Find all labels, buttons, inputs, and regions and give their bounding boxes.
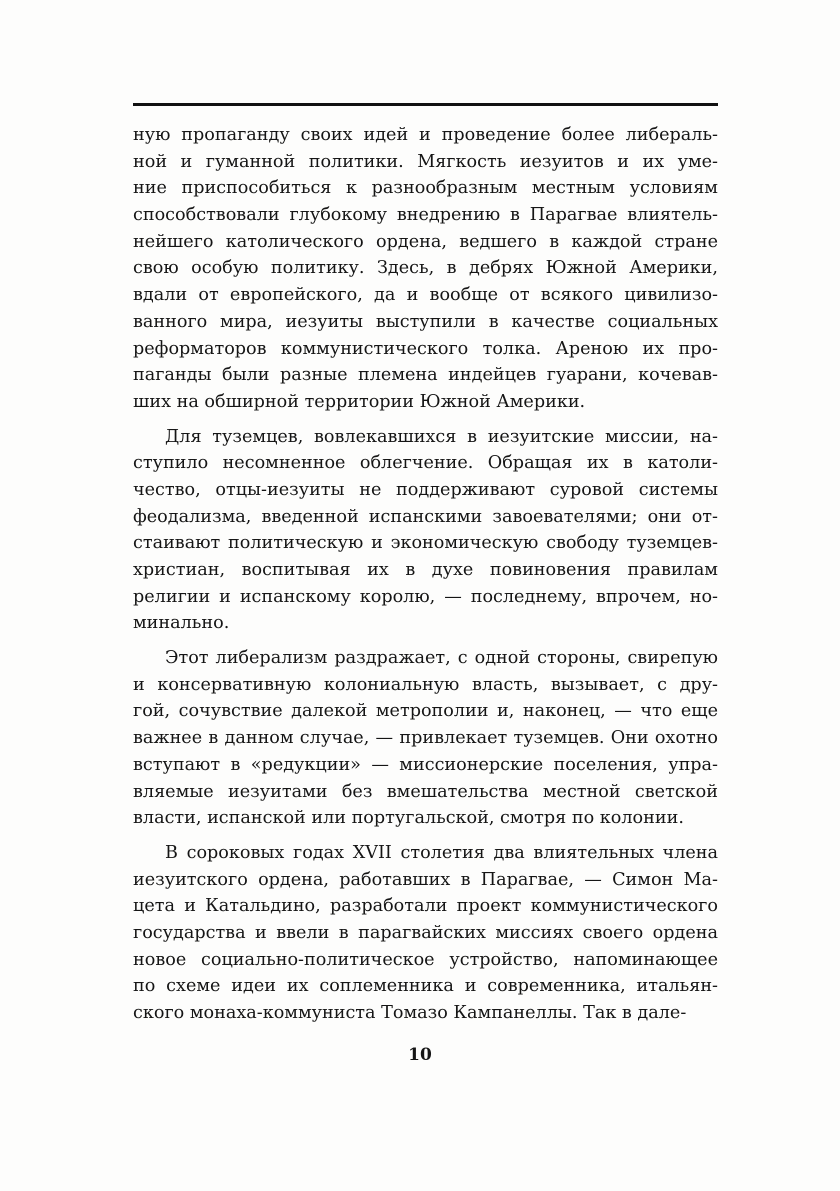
text-line: стаивают политическую и экономическую свободу туземцев-: [133, 533, 718, 554]
text-line: ной и гуманной политики. Мягкость иезуитов и их уме-: [133, 151, 718, 172]
text-line: вляемые иезуитами без вмешательства местной светской: [133, 781, 718, 802]
header-rule: [133, 103, 718, 106]
text-line: Этот либерализм раздражает, с одной стороны, свирепую: [165, 648, 718, 669]
paragraph: [133, 122, 718, 416]
text-line: В сороковых годах XVII столетия два влиятельных члена: [165, 842, 718, 863]
text-line: ванного мира, иезуиты выступили в качестве социальных: [133, 311, 718, 332]
text-line: ших на обширной территории Южной Америки.: [133, 391, 586, 412]
text-line: способствовали глубокому внедрению в Парагвае влиятель-: [133, 205, 718, 226]
text-line: ную пропаганду своих идей и проведение более либераль-: [133, 125, 718, 145]
body-text: [133, 122, 718, 1027]
text-line: и консервативную колониальную власть, вызывает, с дру-: [133, 674, 718, 695]
text-line: религии и испанскому королю, — последнему, впрочем, но-: [133, 586, 718, 607]
text-line: иезуитского ордена, работавших в Парагвае, — Симон Ма-: [133, 869, 718, 890]
paragraph: [133, 645, 718, 832]
text-line: важнее в данном случае, — привлекает туземцев. Они охотно: [133, 728, 718, 749]
paragraph: [133, 840, 718, 1027]
text-line: чество, отцы-иезуиты не поддерживают суровой системы: [133, 479, 718, 500]
text-line: христиан, воспитывая их в духе повиновения правилам: [133, 560, 718, 580]
text-line: реформаторов коммунистического толка. Ареною их про-: [133, 338, 718, 359]
text-line: вступают в «редукции» — миссионерские поселения, упра-: [133, 754, 718, 775]
text-line: паганды были разные племена индейцев гуарани, кочевав-: [133, 365, 718, 386]
text-line: государства и ввели в парагвайских миссиях своего ордена: [133, 922, 718, 943]
text-line: новое социально-политическое устройство, напоминающее: [133, 949, 718, 970]
text-line: по схеме идеи их соплеменника и современника, итальян-: [133, 976, 718, 997]
text-line: Для туземцев, вовлекавшихся в иезуитские миссии, на-: [165, 426, 718, 447]
text-line: цета и Катальдино, разработали проект коммунистического: [133, 896, 718, 917]
text-line: гой, сочувствие далекой метрополии и, наконец, — что еще: [133, 701, 718, 722]
text-line: ступило несомненное облегчение. Обращая их в католи-: [133, 453, 718, 474]
text-line: ского монаха-коммуниста Томазо Кампанеллы. Так в дале-: [133, 1003, 687, 1023]
text-line: минально.: [133, 613, 230, 634]
text-line: ние приспособиться к разнообразным местным условиям: [133, 178, 718, 199]
paragraph: [133, 424, 718, 638]
text-line: феодализма, введенной испанскими завоевателями; они от-: [133, 506, 718, 527]
text-line: вдали от европейского, да и вообще от всякого цивилизо-: [133, 285, 718, 306]
text-line: нейшего католического ордена, ведшего в каждой стране: [133, 231, 718, 252]
text-line: свою особую политику. Здесь, в дебрях Южной Америки,: [133, 258, 718, 279]
text-line: власти, испанской или португальской, смотря по колонии.: [133, 808, 684, 829]
page-number: 10: [408, 1045, 432, 1065]
